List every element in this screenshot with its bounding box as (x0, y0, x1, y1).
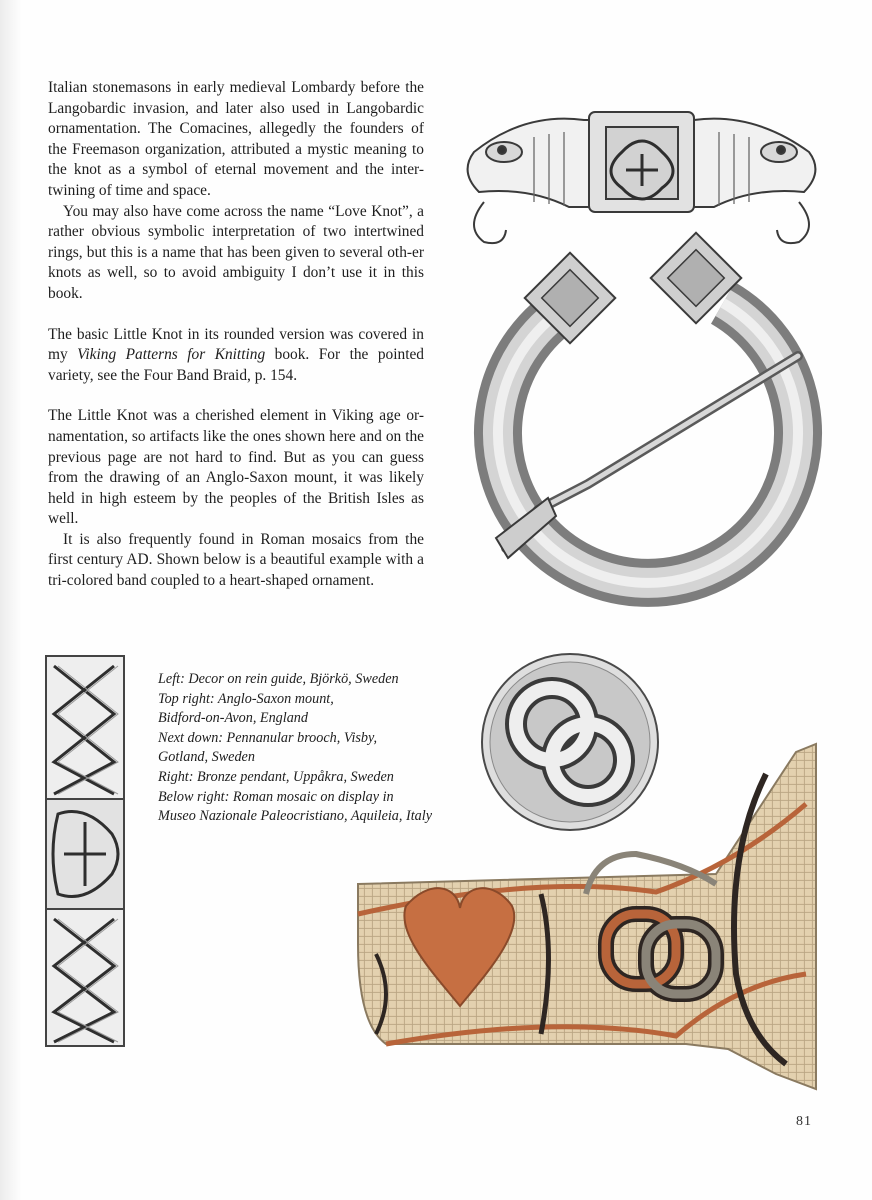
penannular-brooch-drawing (478, 248, 818, 588)
paragraph: The Little Knot was a cherished element in Viking age or-namentation, so artifacts like the ones shown here and on the previous page are not hard to find. But as you can guess from the drawing of an Anglo-Saxon mount, it was likely held in high esteem by the peoples of the British Isles as well. (48, 407, 424, 528)
body-text (48, 78, 424, 592)
paragraph-text: book. For the pointed variety, see the Four Band Braid, p. 154. (48, 346, 424, 384)
page-gutter-shade (0, 0, 22, 1200)
caption-line: Museo Nazionale Paleocristiano, Aquileia, Italy (158, 808, 432, 825)
book-title: Viking Patterns for Knitting (77, 346, 266, 364)
anglo-saxon-mount-drawing (444, 92, 839, 252)
figure-caption (158, 670, 458, 827)
caption-line: Below right: Roman mosaic on display in (158, 788, 394, 805)
caption-line: Gotland, Sweden (158, 749, 255, 766)
caption-line: Bidford-on-Avon, England (158, 710, 308, 727)
paragraph-text: The basic Little Knot in its rounded version was covered in my (48, 325, 424, 364)
page-number: 81 (796, 1114, 812, 1129)
paragraph (48, 325, 424, 387)
rein-guide-decor-drawing (44, 654, 128, 1050)
paragraph: You may also have come across the name “Love Knot”, a rather obvious symbolic interpretation of two intertwined rings, but this is a name that has been given to several oth-er knots as well, so to avoid ambiguity I don’t use it in this book. (48, 202, 424, 302)
caption-line: Left: Decor on rein guide, Björkö, Sweden (158, 671, 399, 687)
caption-line: Next down: Pennanular brooch, Visby, (158, 729, 378, 746)
caption-line: Top right: Anglo-Saxon mount, (158, 690, 334, 707)
paragraph: Italian stonemasons in early medieval Lombardy before the Langobardic invasion, and later also used in Langobardic ornamentation. The Comacines, allegedly the founders of the Freemason organization, attributed a mystic meaning to the knot as a symbol of eternal movement and the inter-twining of time and space. (48, 79, 424, 199)
paragraph: It is also frequently found in Roman mosaics from the first century AD. Shown below is a beautiful example with a tri-colored band coupled to a heart-shaped ornament. (48, 530, 424, 590)
caption-line: Right: Bronze pendant, Uppåkra, Sweden (158, 768, 394, 785)
